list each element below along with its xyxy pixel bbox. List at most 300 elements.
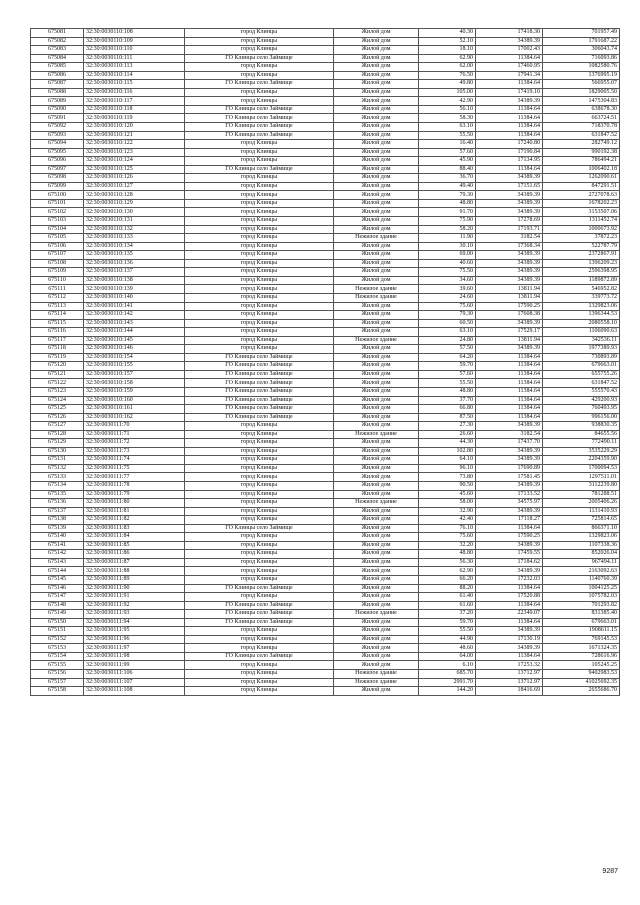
row-number-cell: 675141	[31, 541, 84, 550]
area-cell: 48.80	[419, 550, 476, 559]
object-type-cell: Жилой дом	[334, 114, 419, 123]
area-cell: 58.00	[419, 499, 476, 508]
cadastral-value-cell: 1791687.22	[543, 37, 620, 46]
area-cell: 75.50	[419, 268, 476, 277]
row-number-cell: 675100	[31, 191, 84, 200]
area-cell: 49.40	[419, 182, 476, 191]
cadastral-value-cell: 2080558.10	[543, 319, 620, 328]
cadastral-number-cell: 32:30:0030110:114	[84, 71, 185, 80]
area-cell: 90.50	[419, 481, 476, 490]
cadastral-number-cell: 32:30:0030110:154	[84, 353, 185, 362]
area-cell: 55.50	[419, 379, 476, 388]
unit-value-cell: 11384.64	[476, 353, 543, 362]
cadastral-value-cell: 938830.35	[543, 422, 620, 431]
area-cell: 75.90	[419, 217, 476, 226]
location-cell: ГО Клинцы село Займище	[185, 131, 334, 140]
unit-value-cell: 34389.39	[476, 627, 543, 636]
unit-value-cell: 34575.97	[476, 499, 543, 508]
object-type-cell: Жилой дом	[334, 182, 419, 191]
unit-value-cell: 13811.94	[476, 293, 543, 302]
cadastral-number-cell: 32:30:0030110:125	[84, 165, 185, 174]
location-cell: город Клинцы	[185, 473, 334, 482]
cadastral-value-cell: 105245.25	[543, 661, 620, 670]
table-row	[31, 225, 620, 234]
location-cell: ГО Клинцы село Займище	[185, 114, 334, 123]
row-number-cell: 675094	[31, 140, 84, 149]
table-row	[31, 610, 620, 619]
table-row	[31, 430, 620, 439]
table-row	[31, 473, 620, 482]
cadastral-value-cell: 679663.01	[543, 618, 620, 627]
table-row	[31, 336, 620, 345]
table-row	[31, 635, 620, 644]
location-cell: город Клинцы	[185, 174, 334, 183]
location-cell: город Клинцы	[185, 97, 334, 106]
location-cell: ГО Клинцы село Займище	[185, 123, 334, 132]
cadastral-number-cell: 32:30:0030110:116	[84, 88, 185, 97]
cadastral-value-cell: 522787.79	[543, 242, 620, 251]
cadastral-value-cell: 716093.86	[543, 54, 620, 63]
row-number-cell: 675125	[31, 405, 84, 414]
area-cell: 96.10	[419, 464, 476, 473]
cadastral-number-cell: 32:30:0030111:79	[84, 490, 185, 499]
area-cell: 26.60	[419, 430, 476, 439]
row-number-cell: 675103	[31, 217, 84, 226]
location-cell: город Клинцы	[185, 533, 334, 542]
cadastral-number-cell: 32:30:0030110:141	[84, 302, 185, 311]
location-cell: город Клинцы	[185, 268, 334, 277]
table-row	[31, 524, 620, 533]
location-cell: город Клинцы	[185, 259, 334, 268]
row-number-cell: 675118	[31, 345, 84, 354]
unit-value-cell: 13712.97	[476, 678, 543, 687]
row-number-cell: 675092	[31, 123, 84, 132]
cadastral-value-cell: 2727078.63	[543, 191, 620, 200]
object-type-cell: Жилой дом	[334, 328, 419, 337]
row-number-cell: 675113	[31, 302, 84, 311]
unit-value-cell: 17368.34	[476, 242, 543, 251]
location-cell: город Клинцы	[185, 464, 334, 473]
cadastral-value-cell: 1977389.93	[543, 345, 620, 354]
row-number-cell: 675157	[31, 678, 84, 687]
location-cell: город Клинцы	[185, 37, 334, 46]
row-number-cell: 675083	[31, 46, 84, 55]
area-cell: 40.30	[419, 29, 476, 38]
unit-value-cell: 17151.65	[476, 182, 543, 191]
location-cell: город Клинцы	[185, 336, 334, 345]
object-type-cell: Жилой дом	[334, 439, 419, 448]
row-number-cell: 675101	[31, 199, 84, 208]
area-cell: 57.50	[419, 345, 476, 354]
unit-value-cell: 17118.27	[476, 516, 543, 525]
cadastral-number-cell: 32:30:0030110:108	[84, 29, 185, 38]
row-number-cell: 675097	[31, 165, 84, 174]
object-type-cell: Жилой дом	[334, 29, 419, 38]
area-cell: 63.10	[419, 123, 476, 132]
cadastral-value-cell: 2372867.91	[543, 251, 620, 260]
object-type-cell: Жилой дом	[334, 635, 419, 644]
unit-value-cell: 17459.55	[476, 550, 543, 559]
area-cell: 144.20	[419, 687, 476, 696]
unit-value-cell: 13811.94	[476, 336, 543, 345]
area-cell: 48.80	[419, 387, 476, 396]
cadastral-number-cell: 32:30:0030110:160	[84, 396, 185, 405]
location-cell: город Клинцы	[185, 182, 334, 191]
row-number-cell: 675143	[31, 558, 84, 567]
cadastral-number-cell: 32:30:0030111:84	[84, 533, 185, 542]
row-number-cell: 675084	[31, 54, 84, 63]
unit-value-cell: 11384.64	[476, 123, 543, 132]
object-type-cell: Нежилое здание	[334, 499, 419, 508]
cadastral-number-cell: 32:30:0030111:71	[84, 430, 185, 439]
unit-value-cell: 11384.64	[476, 379, 543, 388]
row-number-cell: 675108	[31, 259, 84, 268]
location-cell: ГО Клинцы село Займище	[185, 584, 334, 593]
cadastral-value-cell: 1329823.06	[543, 533, 620, 542]
cadastral-value-cell: 3535229.29	[543, 447, 620, 456]
area-cell: 56.10	[419, 105, 476, 114]
object-type-cell: Жилой дом	[334, 140, 419, 149]
unit-value-cell: 34389.39	[476, 481, 543, 490]
location-cell: город Клинцы	[185, 558, 334, 567]
cadastral-number-cell: 32:30:0030111:83	[84, 524, 185, 533]
table-row	[31, 217, 620, 226]
row-number-cell: 675129	[31, 439, 84, 448]
object-type-cell: Жилой дом	[334, 627, 419, 636]
object-type-cell: Жилой дом	[334, 302, 419, 311]
area-cell: 91.70	[419, 208, 476, 217]
unit-value-cell: 13811.94	[476, 285, 543, 294]
object-type-cell: Жилой дом	[334, 174, 419, 183]
location-cell: город Клинцы	[185, 148, 334, 157]
location-cell: город Клинцы	[185, 499, 334, 508]
cadastral-value-cell: 781288.51	[543, 490, 620, 499]
location-cell: ГО Клинцы село Займище	[185, 165, 334, 174]
unit-value-cell: 34389.39	[476, 268, 543, 277]
cadastral-value-cell: 1376995.19	[543, 71, 620, 80]
unit-value-cell: 17133.52	[476, 490, 543, 499]
location-cell: ГО Клинцы село Займище	[185, 601, 334, 610]
table-row	[31, 379, 620, 388]
table-row	[31, 422, 620, 431]
object-type-cell: Жилой дом	[334, 54, 419, 63]
row-number-cell: 675093	[31, 131, 84, 140]
cadastral-value-cell: 638678.30	[543, 105, 620, 114]
object-type-cell: Жилой дом	[334, 576, 419, 585]
row-number-cell: 675102	[31, 208, 84, 217]
object-type-cell: Жилой дом	[334, 131, 419, 140]
location-cell: ГО Клинцы село Займище	[185, 370, 334, 379]
cadastral-value-cell: 1131410.93	[543, 507, 620, 516]
cadastral-number-cell: 32:30:0030111:107	[84, 678, 185, 687]
location-cell: ГО Клинцы село Займище	[185, 413, 334, 422]
location-cell: ГО Клинцы село Займище	[185, 387, 334, 396]
cadastral-number-cell: 32:30:0030110:140	[84, 293, 185, 302]
cadastral-number-cell: 32:30:0030111:70	[84, 422, 185, 431]
cadastral-value-cell: 1671324.35	[543, 644, 620, 653]
row-number-cell: 675117	[31, 336, 84, 345]
cadastral-number-cell: 32:30:0030111:88	[84, 567, 185, 576]
table-row	[31, 550, 620, 559]
object-type-cell: Жилой дом	[334, 225, 419, 234]
unit-value-cell: 17002.43	[476, 46, 543, 55]
table-row	[31, 88, 620, 97]
unit-value-cell: 34389.39	[476, 276, 543, 285]
object-type-cell: Жилой дом	[334, 80, 419, 89]
cadastral-number-cell: 32:30:0030110:135	[84, 251, 185, 260]
row-number-cell: 675158	[31, 687, 84, 696]
area-cell: 64.20	[419, 353, 476, 362]
unit-value-cell: 11384.64	[476, 524, 543, 533]
cadastral-value-cell: 866371.10	[543, 524, 620, 533]
unit-value-cell: 11384.64	[476, 131, 543, 140]
table-row	[31, 481, 620, 490]
location-cell: город Клинцы	[185, 593, 334, 602]
cadastral-number-cell: 32:30:0030110:161	[84, 405, 185, 414]
location-cell: город Клинцы	[185, 447, 334, 456]
row-number-cell: 675122	[31, 379, 84, 388]
cadastral-value-cell: 730893.89	[543, 353, 620, 362]
cadastral-value-cell: 725814.65	[543, 516, 620, 525]
location-cell: город Клинцы	[185, 550, 334, 559]
area-cell: 56.30	[419, 558, 476, 567]
unit-value-cell: 11384.64	[476, 370, 543, 379]
unit-value-cell: 34389.39	[476, 644, 543, 653]
row-number-cell: 675112	[31, 293, 84, 302]
unit-value-cell: 11384.64	[476, 601, 543, 610]
object-type-cell: Жилой дом	[334, 165, 419, 174]
location-cell: ГО Клинцы село Займище	[185, 524, 334, 533]
object-type-cell: Жилой дом	[334, 413, 419, 422]
location-cell: город Клинцы	[185, 670, 334, 679]
area-cell: 55.50	[419, 131, 476, 140]
location-cell: ГО Клинцы село Займище	[185, 618, 334, 627]
cadastral-number-cell: 32:30:0030110:111	[84, 54, 185, 63]
location-cell: город Клинцы	[185, 678, 334, 687]
table-row	[31, 242, 620, 251]
unit-value-cell: 34389.39	[476, 541, 543, 550]
unit-value-cell: 17278.69	[476, 217, 543, 226]
area-cell: 66.20	[419, 576, 476, 585]
document-page	[30, 28, 617, 696]
area-cell: 58.20	[419, 225, 476, 234]
area-cell: 18.10	[419, 46, 476, 55]
row-number-cell: 675087	[31, 80, 84, 89]
area-cell: 44.30	[419, 439, 476, 448]
cadastral-value-cell: 1396209.23	[543, 259, 620, 268]
cadastral-number-cell: 32:30:0030111:73	[84, 447, 185, 456]
cadastral-value-cell: 1829005.50	[543, 88, 620, 97]
cadastral-number-cell: 32:30:0030111:99	[84, 661, 185, 670]
object-type-cell: Жилой дом	[334, 533, 419, 542]
table-row	[31, 140, 620, 149]
cadastral-number-cell: 32:30:0030111:85	[84, 541, 185, 550]
cadastral-number-cell: 32:30:0030110:128	[84, 191, 185, 200]
cadastral-value-cell: 2655686.70	[543, 687, 620, 696]
cadastral-number-cell: 32:30:0030111:92	[84, 601, 185, 610]
object-type-cell: Жилой дом	[334, 353, 419, 362]
area-cell: 32.90	[419, 507, 476, 516]
table-row	[31, 593, 620, 602]
area-cell: 2991.70	[419, 678, 476, 687]
object-type-cell: Жилой дом	[334, 422, 419, 431]
table-row	[31, 259, 620, 268]
area-cell: 79.30	[419, 191, 476, 200]
table-row	[31, 276, 620, 285]
row-number-cell: 675086	[31, 71, 84, 80]
area-cell: 45.90	[419, 157, 476, 166]
cadastral-value-cell: 786494.21	[543, 157, 620, 166]
location-cell: город Клинцы	[185, 635, 334, 644]
unit-value-cell: 34389.39	[476, 251, 543, 260]
cadastral-value-cell: 2163092.63	[543, 567, 620, 576]
object-type-cell: Жилой дом	[334, 387, 419, 396]
location-cell: город Клинцы	[185, 63, 334, 72]
row-number-cell: 675115	[31, 319, 84, 328]
table-row	[31, 37, 620, 46]
unit-value-cell: 17253.32	[476, 661, 543, 670]
cadastral-number-cell: 32:30:0030111:94	[84, 618, 185, 627]
object-type-cell: Нежилое здание	[334, 285, 419, 294]
table-row	[31, 362, 620, 371]
area-cell: 87.50	[419, 413, 476, 422]
cadastral-value-cell: 1475304.83	[543, 97, 620, 106]
location-cell: город Клинцы	[185, 88, 334, 97]
unit-value-cell: 34389.39	[476, 208, 543, 217]
object-type-cell: Нежилое здание	[334, 430, 419, 439]
row-number-cell: 675081	[31, 29, 84, 38]
property-table	[30, 28, 620, 696]
cadastral-number-cell: 32:30:0030111:72	[84, 439, 185, 448]
area-cell: 37.70	[419, 396, 476, 405]
location-cell: город Клинцы	[185, 157, 334, 166]
cadastral-value-cell: 655755.26	[543, 370, 620, 379]
cadastral-value-cell: 1004125.25	[543, 584, 620, 593]
location-cell: ГО Клинцы село Займище	[185, 353, 334, 362]
location-cell: ГО Клинцы село Займище	[185, 652, 334, 661]
location-cell: город Клинцы	[185, 345, 334, 354]
unit-value-cell: 11384.64	[476, 618, 543, 627]
cadastral-number-cell: 32:30:0030111:81	[84, 507, 185, 516]
cadastral-number-cell: 32:30:0030110:130	[84, 208, 185, 217]
row-number-cell: 675145	[31, 576, 84, 585]
unit-value-cell: 34389.39	[476, 422, 543, 431]
area-cell: 62.90	[419, 54, 476, 63]
area-cell: 61.60	[419, 601, 476, 610]
cadastral-number-cell: 32:30:0030110:113	[84, 63, 185, 72]
area-cell: 685.70	[419, 670, 476, 679]
table-row	[31, 533, 620, 542]
object-type-cell: Жилой дом	[334, 405, 419, 414]
row-number-cell: 675106	[31, 242, 84, 251]
object-type-cell: Жилой дом	[334, 199, 419, 208]
unit-value-cell: 22349.07	[476, 610, 543, 619]
cadastral-value-cell: 1075782.03	[543, 593, 620, 602]
area-cell: 42.40	[419, 516, 476, 525]
table-row	[31, 644, 620, 653]
location-cell: город Клинцы	[185, 328, 334, 337]
cadastral-number-cell: 32:30:0030110:122	[84, 140, 185, 149]
object-type-cell: Жилой дом	[334, 550, 419, 559]
unit-value-cell: 11384.64	[476, 413, 543, 422]
cadastral-number-cell: 32:30:0030110:137	[84, 268, 185, 277]
unit-value-cell: 34389.39	[476, 507, 543, 516]
object-type-cell: Жилой дом	[334, 157, 419, 166]
object-type-cell: Жилой дом	[334, 362, 419, 371]
cadastral-value-cell: 1262090.61	[543, 174, 620, 183]
cadastral-value-cell: 339773.72	[543, 293, 620, 302]
area-cell: 11.90	[419, 234, 476, 243]
row-number-cell: 675133	[31, 473, 84, 482]
cadastral-value-cell: 1297511.01	[543, 473, 620, 482]
unit-value-cell: 11384.64	[476, 105, 543, 114]
cadastral-value-cell: 1082580.76	[543, 63, 620, 72]
object-type-cell: Жилой дом	[334, 601, 419, 610]
table-row	[31, 627, 620, 636]
row-number-cell: 675149	[31, 610, 84, 619]
cadastral-number-cell: 32:30:0030111:90	[84, 584, 185, 593]
row-number-cell: 675119	[31, 353, 84, 362]
table-row	[31, 285, 620, 294]
table-row	[31, 567, 620, 576]
area-cell: 44.90	[419, 635, 476, 644]
unit-value-cell: 17520.88	[476, 593, 543, 602]
unit-value-cell: 34389.39	[476, 456, 543, 465]
table-row	[31, 97, 620, 106]
unit-value-cell: 34389.39	[476, 319, 543, 328]
unit-value-cell: 17460.95	[476, 63, 543, 72]
cadastral-value-cell: 9402983.53	[543, 670, 620, 679]
unit-value-cell: 11384.64	[476, 387, 543, 396]
location-cell: город Клинцы	[185, 29, 334, 38]
unit-value-cell: 11384.64	[476, 114, 543, 123]
location-cell: город Клинцы	[185, 507, 334, 516]
unit-value-cell: 34389.39	[476, 345, 543, 354]
unit-value-cell: 17232.03	[476, 576, 543, 585]
area-cell: 73.80	[419, 473, 476, 482]
cadastral-number-cell: 32:30:0030110:138	[84, 276, 185, 285]
unit-value-cell: 17529.17	[476, 328, 543, 337]
object-type-cell: Жилой дом	[334, 311, 419, 320]
unit-value-cell: 17418.30	[476, 29, 543, 38]
row-number-cell: 675154	[31, 652, 84, 661]
row-number-cell: 675151	[31, 627, 84, 636]
area-cell: 57.60	[419, 148, 476, 157]
area-cell: 64.10	[419, 456, 476, 465]
table-row	[31, 293, 620, 302]
unit-value-cell: 3182.54	[476, 430, 543, 439]
cadastral-value-cell: 847291.51	[543, 182, 620, 191]
cadastral-number-cell: 32:30:0030110:132	[84, 225, 185, 234]
location-cell: ГО Клинцы село Займище	[185, 610, 334, 619]
object-type-cell: Жилой дом	[334, 242, 419, 251]
row-number-cell: 675126	[31, 413, 84, 422]
area-cell: 40.60	[419, 259, 476, 268]
table-row	[31, 311, 620, 320]
cadastral-number-cell: 32:30:0030110:143	[84, 319, 185, 328]
object-type-cell: Жилой дом	[334, 97, 419, 106]
object-type-cell: Жилой дом	[334, 217, 419, 226]
row-number-cell: 675107	[31, 251, 84, 260]
cadastral-value-cell: 728616.96	[543, 652, 620, 661]
table-row	[31, 499, 620, 508]
cadastral-number-cell: 32:30:0030111:106	[84, 670, 185, 679]
object-type-cell: Жилой дом	[334, 464, 419, 473]
cadastral-number-cell: 32:30:0030111:108	[84, 687, 185, 696]
unit-value-cell: 17240.80	[476, 140, 543, 149]
area-cell: 60.50	[419, 319, 476, 328]
object-type-cell: Жилой дом	[334, 473, 419, 482]
